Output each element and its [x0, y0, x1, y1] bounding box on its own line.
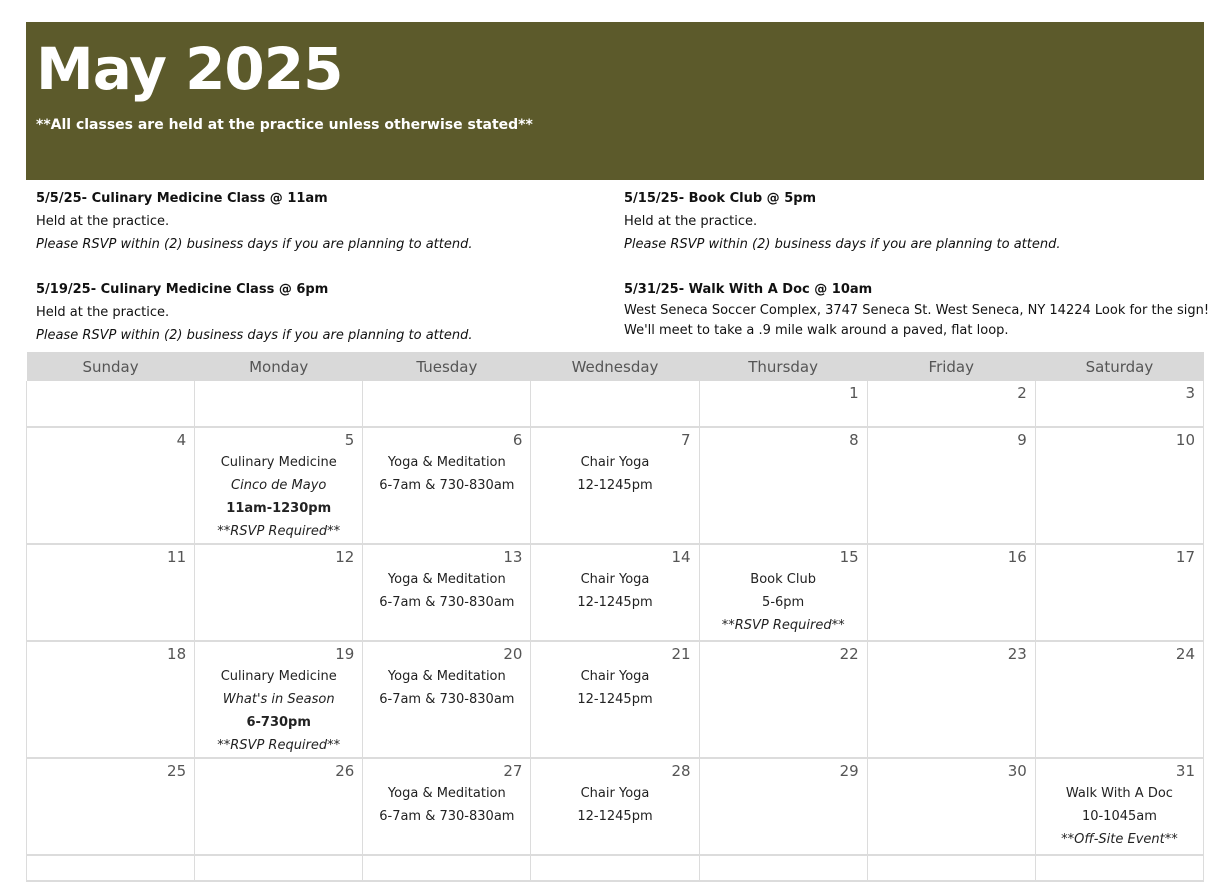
day-events [531, 665, 698, 711]
calendar-day-cell[interactable] [699, 758, 867, 855]
calendar-day-cell[interactable] [195, 758, 363, 855]
weekday-header: Friday [867, 352, 1035, 381]
day-events [531, 451, 698, 497]
event-line: Yoga & Meditation [387, 786, 506, 801]
weekday-header: Tuesday [363, 352, 531, 381]
event-line: **RSVP Required** [217, 524, 341, 539]
calendar-day-cell[interactable] [27, 381, 195, 427]
calendar-day-cell[interactable] [531, 855, 699, 881]
event-note-title: 5/31/25- Walk With A Doc @ 10am [624, 282, 873, 297]
day-number: 17 [1175, 548, 1195, 566]
event-note-line: Held at the practice. [36, 305, 170, 320]
calendar-day-cell[interactable] [531, 641, 699, 758]
day-number: 4 [176, 431, 187, 449]
calendar-day-cell[interactable] [531, 427, 699, 544]
calendar-day-cell[interactable] [363, 427, 531, 544]
day-number: 23 [1007, 645, 1027, 663]
day-number: 25 [167, 762, 187, 780]
event-line: 12-1245pm [577, 809, 653, 824]
event-note-title: 5/15/25- Book Club @ 5pm [624, 191, 817, 206]
calendar-week-row [27, 427, 1204, 544]
day-number: 7 [681, 431, 691, 449]
day-events [1036, 782, 1203, 851]
day-number: 13 [503, 548, 523, 566]
weekday-header: Monday [195, 352, 363, 381]
event-note-line: Held at the practice. [36, 214, 170, 229]
event-line: Yoga & Meditation [387, 455, 506, 470]
calendar-day-cell[interactable] [867, 855, 1035, 881]
day-number: 8 [849, 431, 859, 449]
calendar-day-cell[interactable] [867, 544, 1035, 641]
calendar-week-row [27, 544, 1204, 641]
event-line: 6-730pm [246, 715, 311, 730]
day-number: 20 [503, 645, 523, 663]
day-number [1036, 856, 1203, 879]
weekday-header: Saturday [1035, 352, 1203, 381]
event-note [36, 278, 472, 347]
event-note-title: 5/19/25- Culinary Medicine Class @ 6pm [36, 282, 329, 297]
day-number: 18 [167, 645, 187, 663]
day-number [868, 856, 1035, 879]
day-number: 19 [335, 645, 355, 663]
day-number: 29 [839, 762, 859, 780]
calendar-day-cell[interactable] [195, 855, 363, 881]
event-line: What's in Season [222, 692, 335, 707]
calendar-day-cell[interactable] [1035, 544, 1203, 641]
weekday-header: Thursday [699, 352, 867, 381]
day-events [195, 451, 362, 543]
day-number: 22 [839, 645, 859, 663]
day-number [27, 856, 194, 879]
event-line: 6-7am & 730-830am [379, 692, 515, 707]
weekday-header-row [27, 352, 1204, 381]
event-line: 6-7am & 730-830am [379, 595, 515, 610]
day-number: 28 [671, 762, 691, 780]
event-line: **Off-Site Event** [1061, 832, 1178, 847]
calendar-day-cell[interactable] [27, 427, 195, 544]
event-note [36, 187, 472, 256]
event-line: Cinco de Mayo [231, 478, 327, 493]
day-number: 15 [839, 548, 859, 566]
day-number [531, 381, 698, 404]
event-note-line: Held at the practice. [624, 214, 758, 229]
day-number: 26 [335, 762, 355, 780]
event-line: 11am-1230pm [226, 501, 332, 516]
calendar-day-cell[interactable] [531, 544, 699, 641]
calendar-day-cell[interactable] [27, 544, 195, 641]
day-number: 6 [512, 431, 523, 449]
day-number: 27 [503, 762, 523, 780]
event-line: Walk With A Doc [1065, 786, 1173, 801]
day-events [363, 568, 530, 614]
event-note-rsvp: Please RSVP within (2) business days if you are planning to attend. [36, 328, 473, 343]
day-events [363, 782, 530, 828]
day-number [195, 381, 362, 404]
event-note-rsvp: Please RSVP within (2) business days if you are planning to attend. [624, 237, 1061, 252]
calendar-day-cell[interactable] [195, 381, 363, 427]
calendar-day-cell[interactable] [867, 641, 1035, 758]
calendar-day-cell[interactable] [195, 427, 363, 544]
calendar-day-cell[interactable] [1035, 641, 1203, 758]
event-line: 12-1245pm [577, 478, 653, 493]
event-note [624, 278, 1209, 341]
calendar-day-cell[interactable] [1035, 381, 1203, 427]
page-subtitle: **All classes are held at the practice unless otherwise stated** [36, 117, 533, 133]
event-line: 12-1245pm [577, 692, 653, 707]
day-number: 21 [671, 645, 691, 663]
calendar-day-cell[interactable] [195, 544, 363, 641]
day-number: 5 [344, 431, 355, 449]
event-line: 12-1245pm [577, 595, 653, 610]
event-line: Chair Yoga [580, 786, 650, 801]
calendar-day-cell[interactable] [1035, 855, 1203, 881]
day-number [27, 381, 194, 404]
event-line: **RSVP Required** [721, 618, 845, 633]
day-events [531, 782, 698, 828]
calendar-day-cell[interactable] [1035, 427, 1203, 544]
calendar-week-row [27, 641, 1204, 758]
calendar-day-cell[interactable] [867, 758, 1035, 855]
calendar-day-cell[interactable] [1035, 758, 1203, 855]
day-number [531, 856, 698, 879]
day-events [363, 665, 530, 711]
day-number: 12 [335, 548, 355, 566]
day-number [700, 856, 867, 879]
calendar-day-cell[interactable] [27, 641, 195, 758]
event-line: Book Club [750, 572, 816, 587]
calendar-day-cell[interactable] [363, 758, 531, 855]
event-line: 6-7am & 730-830am [379, 478, 515, 493]
weekday-header: Wednesday [531, 352, 699, 381]
day-events [531, 568, 698, 614]
day-events [700, 568, 867, 637]
event-note-title: 5/5/25- Culinary Medicine Class @ 11am [36, 191, 328, 206]
event-note-line: We'll meet to take a .9 mile walk around a paved, flat loop. [624, 323, 1009, 338]
event-line: Yoga & Meditation [387, 669, 506, 684]
event-note-rsvp: Please RSVP within (2) business days if you are planning to attend. [36, 237, 473, 252]
day-number: 1 [849, 384, 859, 402]
calendar-day-cell[interactable] [195, 641, 363, 758]
calendar-day-cell[interactable] [867, 427, 1035, 544]
event-line: Chair Yoga [580, 572, 650, 587]
day-number: 24 [1175, 645, 1195, 663]
day-number: 11 [167, 548, 187, 566]
calendar-day-cell[interactable] [363, 855, 531, 881]
event-note [624, 187, 1060, 256]
day-number: 2 [1017, 384, 1027, 402]
day-number: 30 [1007, 762, 1027, 780]
calendar-day-cell[interactable] [363, 381, 531, 427]
calendar-week-row [27, 758, 1204, 855]
day-events [363, 451, 530, 497]
calendar-day-cell[interactable] [363, 641, 531, 758]
page-header [26, 22, 1204, 180]
day-number [195, 856, 362, 879]
calendar-week-row [27, 855, 1204, 881]
calendar-grid [26, 352, 1204, 882]
calendar-day-cell[interactable] [363, 544, 531, 641]
calendar-week-row [27, 381, 1204, 427]
calendar-day-cell[interactable] [867, 381, 1035, 427]
calendar-day-cell[interactable] [531, 381, 699, 427]
calendar-day-cell[interactable] [699, 381, 867, 427]
event-line: 6-7am & 730-830am [379, 809, 515, 824]
event-line: **RSVP Required** [217, 738, 341, 753]
day-number: 31 [1175, 762, 1195, 780]
event-note-line: West Seneca Soccer Complex, 3747 Seneca St. West Seneca, NY 14224 Look for the sign! [624, 303, 1210, 318]
day-number: 3 [1185, 384, 1195, 402]
calendar-day-cell[interactable] [27, 758, 195, 855]
event-line: Culinary Medicine [220, 455, 337, 470]
calendar-day-cell[interactable] [699, 544, 867, 641]
event-line: 5-6pm [762, 595, 805, 610]
event-line: Chair Yoga [580, 669, 650, 684]
calendar-day-cell[interactable] [699, 427, 867, 544]
event-line: Culinary Medicine [220, 669, 337, 684]
event-line: Yoga & Meditation [387, 572, 506, 587]
calendar-day-cell[interactable] [699, 641, 867, 758]
day-number [363, 381, 530, 404]
event-line: Chair Yoga [580, 455, 650, 470]
day-events [195, 665, 362, 757]
calendar-day-cell[interactable] [699, 855, 867, 881]
calendar-day-cell[interactable] [531, 758, 699, 855]
weekday-header: Sunday [27, 352, 195, 381]
day-number: 14 [671, 548, 691, 566]
calendar-day-cell[interactable] [27, 855, 195, 881]
event-line: 10-1045am [1081, 809, 1157, 824]
day-number: 10 [1175, 431, 1195, 449]
page-title: May 2025 [36, 35, 343, 103]
day-number: 9 [1017, 431, 1027, 449]
day-number [363, 856, 530, 879]
day-number: 16 [1007, 548, 1027, 566]
